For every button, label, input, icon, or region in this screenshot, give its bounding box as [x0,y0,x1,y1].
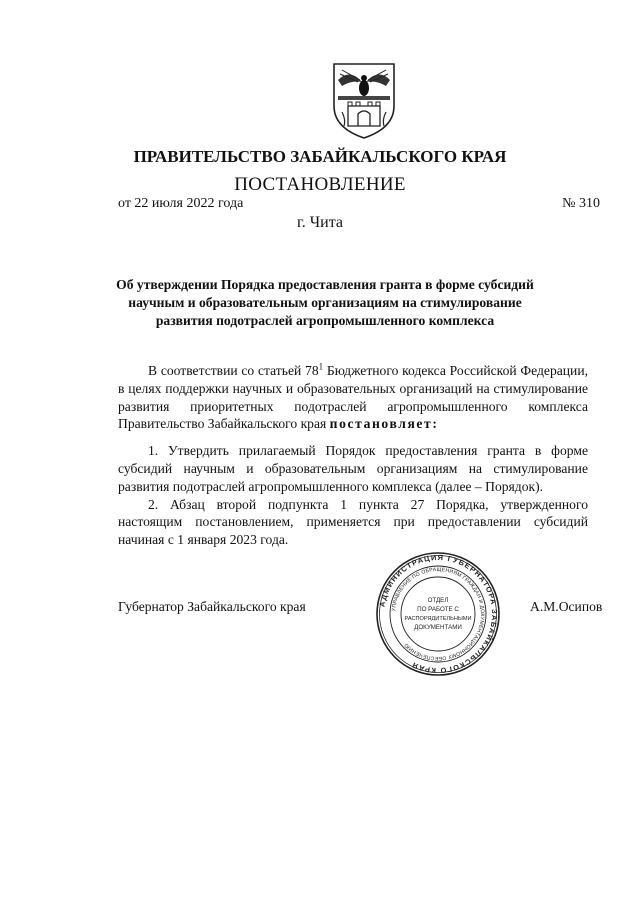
signer-title: Губернатор Забайкальского края [118,599,306,614]
coat-of-arms-icon [328,60,400,140]
paragraph-1: 1. Утвердить прилагаемый Порядок предоставления гранта в форме субсидий научным и образовательным организациям на стимулирование развития подотраслей агропромышленного комплекса (далее – Порядок). [118,443,588,494]
document-city: г. Чита [296,214,343,231]
signer-name: А.М.Осипов [530,599,603,614]
document-body [118,362,588,549]
stamp-line-3: РАСПОРЯДИТЕЛЬНЫМИ [404,616,472,622]
government-name: ПРАВИТЕЛЬСТВО ЗАБАЙКАЛЬСКОГО КРАЯ [133,147,507,166]
svg-text:УПРАВЛЕНИЕ ПО ОБРАЩЕНИЯМ ГРАЖД [391,567,485,661]
document-date: от 22 июля 2022 года [118,196,244,211]
intro-text-b: Бюджетного кодекса Российской Федерации, в целях поддержки научных и образовательных организаций на стимулирование развития приоритетных подотраслей агропромышленного комплекса Правительство Забайкальского края [118,363,589,432]
intro-verb: постановляет: [329,416,439,432]
document-title: Об утверждении Порядка предоставления гранта в форме субсидий научным и образовательным организациям на стимулирование развития подотраслей агропромышленного комплекса [116,277,534,328]
stamp-line-2: ПО РАБОТЕ С [417,606,459,613]
stamp-ring-text: УПРАВЛЕНИЕ ПО ОБРАЩЕНИЯМ ГРАЖДАН И ДОКУМЕНТАЦИОННОМУ ОБЕСПЕЧЕНИЮ [391,566,486,662]
intro-superscript: 1 [318,361,324,372]
document-number: № 310 [562,196,600,211]
intro-text-a: В соответствии со статьей 78 [148,363,319,378]
intro-paragraph [118,362,588,433]
stamp-outer-text: АДМИНИСТРАЦИЯ ГУБЕРНАТОРА ЗАБАЙКАЛЬСКОГО КРАЯ [377,552,500,676]
document-type: ПОСТАНОВЛЕНИЕ [234,174,406,195]
stamp-line-4: ДОКУМЕНТАМИ [414,624,462,631]
paragraph-2: 2. Абзац второй подпункта 1 пункта 27 Порядка, утвержденного настоящим постановлением, применяется при предоставлении субсидий начиная с 1 января 2023 года. [118,496,588,548]
stamp-line-1: ОТДЕЛ [427,597,449,604]
official-stamp-icon [374,550,502,678]
